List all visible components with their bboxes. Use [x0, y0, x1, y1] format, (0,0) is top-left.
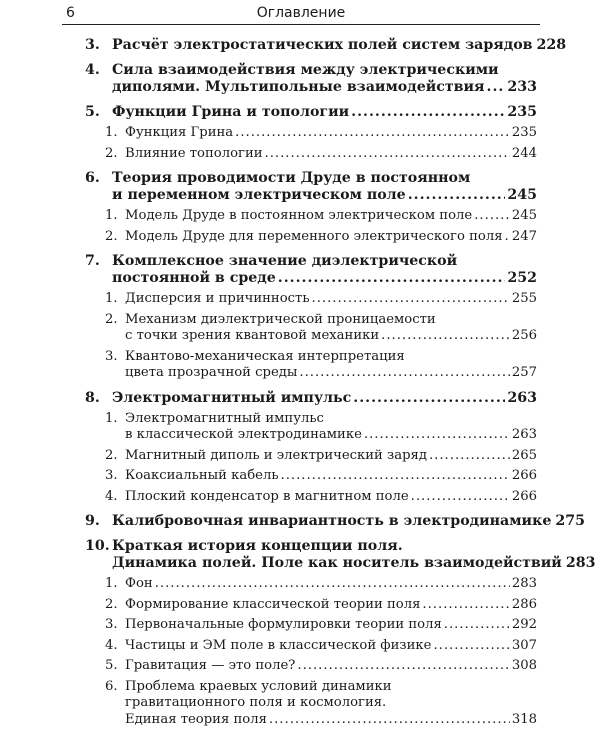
dot-leader: [299, 365, 509, 382]
entry-number: 4.: [85, 62, 100, 78]
toc-section-entry[interactable]: [85, 208, 537, 225]
toc-section-entry[interactable]: [85, 617, 537, 634]
dot-leader: [278, 270, 506, 287]
entry-page-number: 318: [511, 711, 537, 727]
entry-number: 2.: [105, 596, 118, 612]
toc-chapter-entry[interactable]: [85, 253, 537, 287]
dot-leader: [381, 328, 510, 345]
toc-section-entry[interactable]: [85, 229, 537, 246]
entry-number: 3.: [105, 468, 118, 483]
toc-section-entry[interactable]: [85, 468, 537, 485]
entry-page-number: 275: [555, 513, 585, 529]
entry-title: Влияние топологии: [125, 145, 263, 161]
entry-title: Дисперсия и причинность: [125, 291, 310, 306]
dot-leader: [265, 146, 510, 163]
entry-title: Первоначальные формулировки теории поля: [125, 617, 442, 632]
entry-title: и переменном электрическом поле: [112, 187, 406, 203]
table-of-contents: [85, 37, 596, 728]
dot-leader: [312, 291, 510, 308]
entry-title: Модель Друде для переменного электрического поля: [125, 228, 503, 244]
entry-page-number: 263: [507, 389, 537, 406]
dot-leader: [411, 489, 510, 506]
toc-chapter-entry[interactable]: [85, 538, 596, 572]
entry-page-number: 255: [511, 291, 537, 306]
entry-number: 1.: [105, 291, 118, 306]
toc-section-entry[interactable]: [85, 658, 537, 675]
dot-leader: [433, 638, 509, 655]
entry-title: Модель Друде в постоянном электрическом поле: [125, 208, 473, 223]
dot-leader: [269, 712, 510, 729]
toc-section-entry[interactable]: [85, 679, 537, 729]
entry-number: 9.: [85, 513, 100, 529]
running-header: [62, 2, 540, 25]
entry-page-number: 308: [511, 658, 537, 673]
entry-number: 5.: [105, 658, 118, 673]
toc-section-entry[interactable]: [85, 489, 537, 506]
entry-number: 1.: [105, 125, 118, 140]
toc-section-entry[interactable]: [85, 638, 537, 655]
entry-title: Частицы и ЭМ поле в классической физике: [125, 637, 432, 653]
entry-page-number: 307: [511, 637, 537, 653]
entry-page-number: 256: [511, 328, 537, 343]
entry-title: Теория проводимости Друде в постоянном: [112, 170, 471, 186]
entry-number: 3.: [105, 617, 118, 632]
toc-chapter-entry[interactable]: [85, 104, 537, 121]
toc-section-entry[interactable]: [85, 125, 537, 142]
entry-page-number: 292: [511, 617, 537, 632]
dot-leader: [408, 187, 506, 204]
entry-title: Электромагнитный импульс: [125, 410, 324, 426]
dot-leader: [155, 576, 510, 593]
dot-leader: [297, 658, 509, 675]
entry-page-number: 263: [511, 427, 537, 442]
toc-section-entry[interactable]: [85, 291, 537, 308]
entry-title: Единая теория поля: [125, 711, 267, 727]
entry-page-number: 257: [511, 365, 537, 380]
entry-page-number: 252: [507, 270, 537, 286]
entry-number: 2.: [105, 228, 118, 244]
dot-leader: [422, 597, 509, 614]
entry-title: Функции Грина и топологии: [112, 104, 350, 120]
entry-page-number: 245: [511, 208, 537, 223]
entry-number: 7.: [85, 253, 100, 269]
entry-page-number: 266: [511, 468, 537, 483]
entry-number: 3.: [85, 37, 100, 53]
page-number: 6: [66, 5, 75, 21]
entry-number: 4.: [105, 637, 118, 653]
entry-title: Плоский конденсатор в магнитном поле: [125, 488, 409, 504]
entry-number: 6.: [105, 678, 118, 694]
dot-leader: [351, 104, 505, 121]
entry-title: диполями. Мультипольные взаимодействия: [112, 79, 485, 95]
entry-title: Краткая история концепции поля.: [112, 538, 403, 554]
toc-section-entry[interactable]: [85, 146, 537, 163]
entry-title: Сила взаимодействия между электрическими: [112, 62, 499, 78]
dot-leader: [505, 229, 510, 246]
entry-page-number: 247: [511, 228, 537, 244]
entry-number: 2.: [105, 311, 118, 327]
entry-page-number: 283: [511, 576, 537, 591]
toc-chapter-entry[interactable]: [85, 513, 585, 530]
entry-number: 4.: [105, 488, 118, 504]
entry-page-number: 265: [511, 447, 537, 463]
entry-page-number: 233: [507, 79, 537, 95]
toc-section-entry[interactable]: [85, 411, 537, 444]
entry-title: Электромагнитный импульс: [112, 389, 352, 406]
entry-number: 2.: [105, 447, 118, 463]
header-title: Оглавление: [256, 5, 346, 21]
dot-leader: [474, 208, 510, 225]
entry-title: Функция Грина: [125, 125, 234, 140]
toc-chapter-entry[interactable]: [85, 62, 537, 96]
dot-leader: [429, 448, 510, 465]
toc-chapter-entry[interactable]: [85, 37, 567, 54]
toc-chapter-entry[interactable]: [85, 390, 537, 407]
entry-title: постоянной в среде: [112, 270, 276, 286]
entry-number: 5.: [85, 104, 100, 120]
entry-title: гравитационного поля и космология.: [125, 695, 387, 710]
toc-section-entry[interactable]: [85, 312, 537, 345]
dot-leader: [281, 468, 510, 485]
entry-title: цвета прозрачной среды: [125, 365, 298, 380]
entry-number: 1.: [105, 410, 118, 426]
entry-page-number: 244: [511, 145, 537, 161]
dot-leader: [487, 79, 506, 96]
dot-leader: [353, 390, 505, 407]
entry-page-number: 228: [536, 37, 567, 53]
entry-page-number: 245: [507, 187, 537, 203]
entry-title: в классической электродинамике: [125, 427, 362, 442]
entry-title: Расчёт электростатических полей систем зарядов: [112, 37, 533, 53]
entry-title: Проблема краевых условий динамики: [125, 678, 392, 694]
entry-page-number: 286: [511, 596, 537, 612]
toc-section-entry[interactable]: [85, 349, 537, 382]
entry-title: Формирование классической теории поля: [125, 596, 421, 612]
entry-page-number: 235: [507, 104, 537, 120]
entry-title: Магнитный диполь и электрический заряд: [125, 447, 427, 463]
toc-section-entry[interactable]: [85, 448, 537, 465]
toc-section-entry[interactable]: [85, 576, 537, 593]
entry-number: 1.: [105, 208, 118, 223]
entry-title: Калибровочная инвариантность в электродинамике: [112, 513, 552, 529]
dot-leader: [235, 125, 510, 142]
toc-section-entry[interactable]: [85, 597, 537, 614]
entry-page-number: 283: [565, 555, 596, 571]
entry-title: Динамика полей. Поле как носитель взаимодействий: [112, 555, 562, 571]
toc-chapter-entry[interactable]: [85, 170, 537, 204]
entry-title: с точки зрения квантовой механики: [125, 328, 380, 343]
entry-page-number: 266: [511, 488, 537, 504]
entry-title: Гравитация — это поле?: [125, 658, 296, 673]
entry-page-number: 235: [511, 125, 537, 140]
entry-number: 2.: [105, 145, 118, 161]
entry-number: 8.: [85, 389, 100, 406]
entry-title: Механизм диэлектрической проницаемости: [125, 311, 436, 327]
entry-number: 1.: [105, 576, 118, 591]
entry-number: 10.: [85, 538, 110, 554]
entry-number: 3.: [105, 348, 118, 364]
entry-title: Комплексное значение диэлектрической: [112, 253, 458, 269]
dot-leader: [364, 427, 510, 444]
entry-title: Коаксиальный кабель: [125, 468, 279, 483]
entry-title: Фон: [125, 576, 153, 591]
dot-leader: [444, 617, 510, 634]
entry-number: 6.: [85, 170, 100, 186]
entry-title: Квантово-механическая интерпретация: [125, 348, 405, 364]
